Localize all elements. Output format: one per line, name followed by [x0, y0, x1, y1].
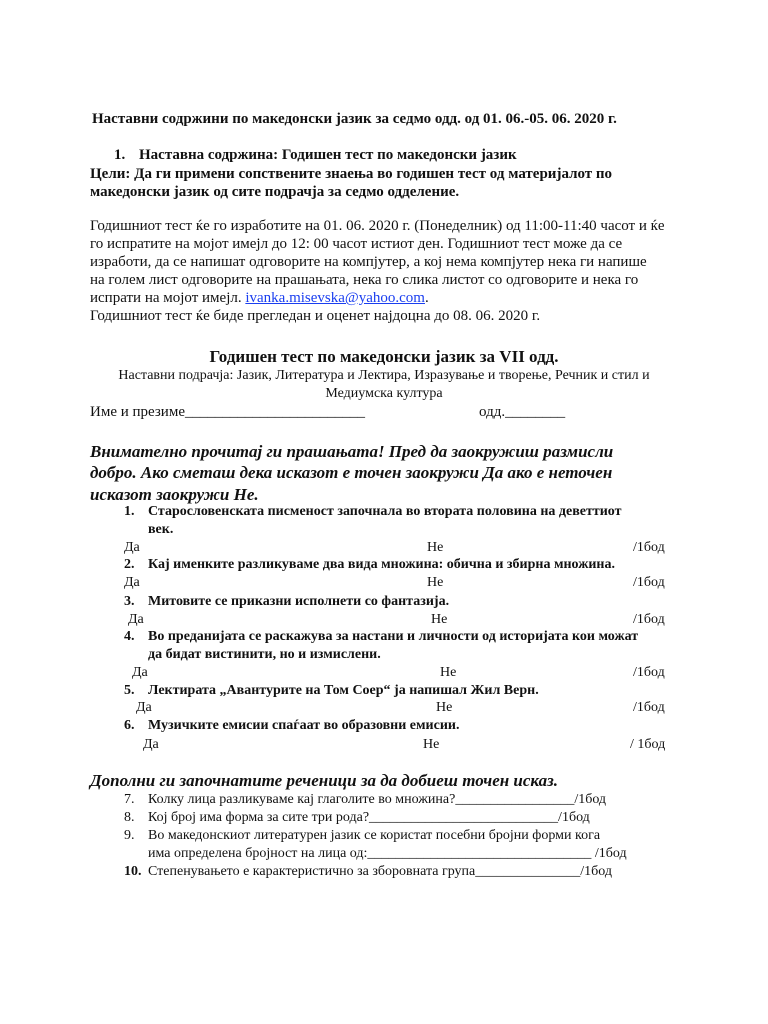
question-number: 7. [124, 792, 135, 807]
section2-instruction: Дополни ги започнатите реченици за да добиеш точен исказ. [90, 771, 558, 790]
question-text: Во македонскиот литературен јазик се користат посебни бројни форми кога [148, 828, 601, 843]
class-field-label: одд.________ [479, 404, 566, 420]
answer-yes[interactable]: Да [136, 700, 152, 715]
instructions-line-4: на голем лист одговорите на прашањата, нека го слика листот со одговорите и нека го [90, 272, 639, 288]
question-text-continued: има определена бројност на лица од:________________________________ /1бод [148, 846, 627, 861]
question-number: 1. [124, 504, 135, 519]
question-text: Во преданијата се раскажува за настани и личности од историјата кои можат [148, 629, 639, 644]
points-label: /1бод [633, 540, 665, 555]
question-number: 8. [124, 810, 135, 825]
answer-yes[interactable]: Да [143, 737, 159, 752]
instructions-line-5 [90, 290, 429, 307]
content-item-number: 1. [114, 147, 126, 163]
instructions-line-5-end: . [424, 290, 429, 306]
question-text: Митовите се приказни исполнети со фантазија. [148, 594, 450, 609]
test-areas-line-1: Наставни подрачја: Јазик, Литература и Лектира, Изразување и творење, Речник и стил и [118, 368, 650, 383]
question-text: Кој број има форма за сите три рода?___________________________/1бод [148, 810, 590, 825]
answer-yes[interactable]: Да [124, 540, 140, 555]
answer-no[interactable]: Не [436, 700, 453, 715]
answer-no[interactable]: Не [431, 612, 448, 627]
answer-no[interactable]: Не [427, 540, 444, 555]
answer-no[interactable]: Не [440, 665, 457, 680]
answer-no[interactable]: Не [427, 575, 444, 590]
question-number: 2. [124, 557, 135, 572]
goals-line-2: македонски јазик од сите подрачја за седмо одделение. [90, 184, 460, 200]
name-field-label: Име и презиме________________________ [90, 404, 365, 420]
content-item-text: Наставна содржина: Годишен тест по македонски јазик [139, 147, 517, 163]
answer-no[interactable]: Не [423, 737, 440, 752]
points-label: /1бод [633, 612, 665, 627]
instructions-line-1: Годишниот тест ќе го изработите на 01. 06. 2020 г. (Понеделник) од 11:00-11:40 часот и ќе [90, 218, 665, 234]
section1-instruction-line-1: Внимателно прочитај ги прашањата! Пред да заокружиш размисли [90, 442, 614, 461]
points-label: /1бод [633, 700, 665, 715]
goals-line-1: Цели: Да ги примени сопствените знаења во годишен тест од материјалот по [90, 166, 613, 182]
question-text-continued: век. [148, 522, 174, 537]
question-number: 4. [124, 629, 135, 644]
question-text: Лектирата „Авантурите на Том Соер“ ја напишал Жил Верн. [148, 683, 539, 698]
answer-yes[interactable]: Да [124, 575, 140, 590]
question-text: Кај именките разликуваме два вида множина: обична и збирна множина. [148, 557, 615, 572]
question-number: 9. [124, 828, 135, 843]
test-areas-line-2: Медиумска култура [325, 386, 443, 401]
section1-instruction-line-3: исказот заокружи Не. [90, 485, 259, 504]
test-title: Годишен тест по македонски јазик за VII одд. [209, 347, 559, 366]
answer-yes[interactable]: Да [132, 665, 148, 680]
question-text: Музичките емисии спаѓаат во образовни емисии. [148, 718, 460, 733]
question-number: 3. [124, 594, 135, 609]
question-number: 6. [124, 718, 135, 733]
section1-instruction-line-2: добро. Ако сметаш дека исказот е точен заокружи Да ако е неточен [90, 463, 613, 482]
points-label: /1бод [633, 665, 665, 680]
instructions-line-2: го испратите на мојот имејл до 12: 00 часот истиот ден. Годишниот тест може да се [90, 236, 623, 252]
question-number: 5. [124, 683, 135, 698]
document-heading: Наставни содржини по македонски јазик за седмо одд. од 01. 06.-05. 06. 2020 г. [92, 111, 617, 127]
question-text-continued: да бидат вистинити, но и измислени. [148, 647, 381, 662]
question-text: Колку лица разликуваме кај глаголите во множина?_________________/1бод [148, 792, 607, 807]
email-link[interactable]: ivanka.misevska@yahoo.com [245, 290, 425, 306]
instructions-line-3: изработи, да се напишат одговорите на компјутер, а кој нема компјутер нека ги напише [90, 254, 647, 270]
instructions-line-5-text: испрати на мојот имејл. [90, 290, 246, 306]
instructions-line-6: Годишниот тест ќе биде прегледан и оценет најдоцна до 08. 06. 2020 г. [90, 308, 541, 324]
points-label: /1бод [633, 575, 665, 590]
question-number: 10. [124, 864, 142, 879]
question-text: Старословенската писменост започнала во втората половина на деветтиот [148, 504, 622, 519]
question-text: Степенувањето е карактеристично за зборовната група_______________/1бод [148, 864, 612, 879]
points-label: / 1бод [630, 737, 666, 752]
answer-yes[interactable]: Да [128, 612, 144, 627]
